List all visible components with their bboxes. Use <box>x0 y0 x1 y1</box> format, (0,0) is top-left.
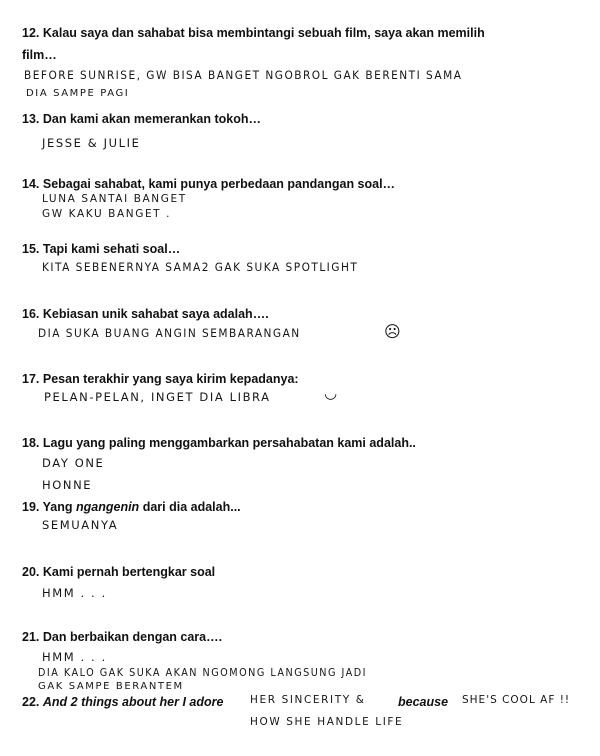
sad-face-icon: ☹ <box>384 322 403 341</box>
question-12-continued <box>22 46 57 64</box>
question-text: Tapi kami sehati soal… <box>42 242 181 256</box>
answer-15: KITA SEBENERNYA SAMA2 GAK SUKA SPOTLIGHT <box>42 260 359 274</box>
question-number: 21. <box>22 630 40 644</box>
answer-18-line-1: DAY ONE <box>42 456 105 470</box>
answer-14-line-2: GW KAKU BANGET . <box>42 208 172 220</box>
question-text: Dan berbaikan dengan cara…. <box>42 630 223 644</box>
question-number: 15. <box>22 242 40 256</box>
question-text: Pesan terakhir yang saya kirim kepadanya: <box>42 372 299 386</box>
question-20 <box>22 563 215 581</box>
question-16 <box>22 305 269 323</box>
question-19 <box>22 498 241 516</box>
answer-21-line-2: DIA KALO GAK SUKA AKAN NGOMONG LANGSUNG JADI <box>38 667 367 679</box>
question-number: 20. <box>22 565 40 579</box>
question-text: Lagu yang paling menggambarkan persahabatan kami adalah.. <box>42 436 416 450</box>
question-text-pre: Yang <box>42 500 73 514</box>
question-text: And 2 things about her I adore <box>42 695 224 709</box>
question-text: Kebiasan unik sahabat saya adalah…. <box>42 307 269 321</box>
answer-22-part-3: HOW SHE HANDLE LIFE <box>250 716 404 728</box>
answer-12-line-2: DIA SAMPE PAGI <box>26 88 130 99</box>
question-text: Sebagai sahabat, kami punya perbedaan pandangan soal… <box>42 177 396 191</box>
answer-22-part-2: SHE'S COOL AF !! <box>462 694 571 706</box>
question-number: 13. <box>22 112 40 126</box>
question-text-italic: ngangenin <box>76 500 140 514</box>
answer-14-line-1: LUNA SANTAI BANGET <box>42 193 187 205</box>
question-text: Kami pernah bertengkar soal <box>42 565 216 579</box>
question-14 <box>22 175 395 193</box>
question-number: 22. <box>22 695 40 709</box>
because-text: because <box>398 695 449 709</box>
answer-22-part-1: HER SINCERITY & <box>250 694 366 706</box>
question-number: 12. <box>22 26 40 40</box>
answer-19: SEMUANYA <box>42 518 119 532</box>
question-13 <box>22 110 261 128</box>
question-17 <box>22 370 299 388</box>
question-number: 14. <box>22 177 40 191</box>
question-21 <box>22 628 222 646</box>
question-15 <box>22 240 180 258</box>
question-text: Kalau saya dan sahabat bisa membintangi sebuah film, saya akan memilih <box>42 26 485 40</box>
answer-13: JESSE & JULIE <box>42 136 141 150</box>
question-22 <box>22 693 223 711</box>
answer-20: HMM . . . <box>42 586 107 600</box>
answer-21-line-1: HMM . . . <box>42 650 107 664</box>
answer-16: DIA SUKA BUANG ANGIN SEMBARANGAN <box>38 326 301 340</box>
question-text-post: dari dia adalah... <box>142 500 241 514</box>
answer-18-line-2: HONNE <box>42 478 93 492</box>
question-number: 19. <box>22 500 40 514</box>
question-number: 16. <box>22 307 40 321</box>
answer-21-line-3: GAK SAMPE BERANTEM <box>38 681 184 692</box>
question-22-because <box>398 693 448 711</box>
question-text: film… <box>22 48 57 62</box>
question-text: Dan kami akan memerankan tokoh… <box>42 112 262 126</box>
question-12 <box>22 24 485 42</box>
question-number: 17. <box>22 372 40 386</box>
smiley-face-icon: ◡ <box>324 384 339 402</box>
answer-12-line-1: BEFORE SUNRISE, GW BISA BANGET NGOBROL GAK BERENTI SAMA <box>24 68 463 82</box>
question-number: 18. <box>22 436 40 450</box>
question-18 <box>22 434 416 452</box>
answer-17: PELAN-PELAN, INGET DIA LIBRA <box>44 390 271 404</box>
